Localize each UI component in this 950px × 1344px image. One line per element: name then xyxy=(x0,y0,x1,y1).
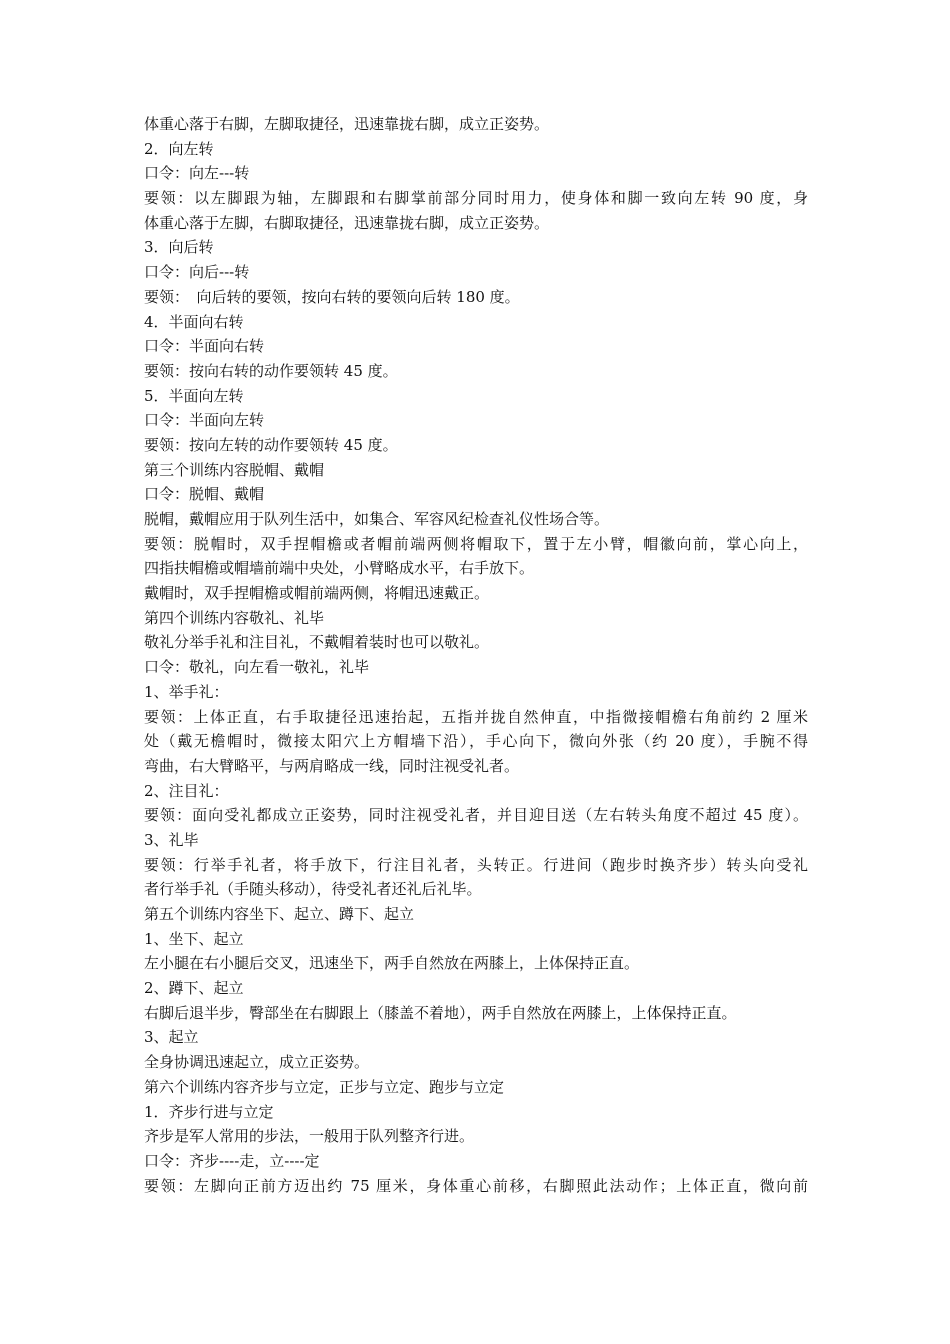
text-line: 第三个训练内容脱帽、戴帽 xyxy=(144,460,325,479)
text-line: 3、起立 xyxy=(144,1028,199,1047)
text-line: 要领：按向右转的动作要领转 45 度。 xyxy=(144,361,398,380)
text-line: 口令：齐步----走，立----定 xyxy=(144,1151,320,1170)
text-line: 1、坐下、起立 xyxy=(144,929,244,948)
text-line: 口令：向左---转 xyxy=(144,164,250,183)
document-page xyxy=(144,112,808,1198)
text-line: 第六个训练内容齐步与立定，正步与立定、跑步与立定 xyxy=(144,1077,505,1096)
text-line: 处（戴无檐帽时，微接太阳穴上方帽墙下沿），手心向下，微向外张（约 20 度），手腕不得 xyxy=(144,732,808,751)
text-line: 口令：半面向右转 xyxy=(144,337,265,356)
text-line: 要领：左脚向正前方迈出约 75 厘米，身体重心前移，右脚照此法动作；上体正直，微向前 xyxy=(144,1176,808,1195)
text-line: 口令：向后---转 xyxy=(144,263,250,282)
text-line: 四指扶帽檐或帽墙前端中央处，小臂略成水平，右手放下。 xyxy=(144,559,535,578)
text-line: 第五个训练内容坐下、起立、蹲下、起立 xyxy=(144,905,415,923)
text-line: 口令：敬礼，向左看一敬礼，礼毕 xyxy=(144,658,370,677)
text-line: 体重心落于左脚，右脚取捷径，迅速靠拢右脚，成立正姿势。 xyxy=(144,213,550,232)
text-line: 左小腿在右小腿后交叉，迅速坐下，两手自然放在两膝上，上体保持正直。 xyxy=(144,954,640,973)
text-line: 要领：脱帽时，双手捏帽檐或者帽前端两侧将帽取下，置于左小臂，帽徽向前，掌心向上， xyxy=(144,534,808,553)
text-line: 2．向左转 xyxy=(144,139,214,158)
text-line: 要领：按向左转的动作要领转 45 度。 xyxy=(144,435,398,454)
text-line: 要领：面向受礼都成立正姿势，同时注视受礼者，并目迎目送（左右转头角度不超过 45 度）。 xyxy=(144,806,808,825)
text-line: 全身协调迅速起立，成立正姿势。 xyxy=(144,1053,370,1072)
text-line: 1、举手礼： xyxy=(144,682,229,701)
text-line: 要领： 向后转的要领，按向右转的要领向后转 180 度。 xyxy=(144,287,520,306)
text-line: 要领：行举手礼者，将手放下，行注目礼者，头转正。行进间（跑步时换齐步）转头向受礼 xyxy=(144,855,808,874)
text-line: 弯曲，右大臂略平，与两肩略成一线，同时注视受礼者。 xyxy=(144,756,520,775)
text-line: 要领：以左脚跟为轴，左脚跟和右脚掌前部分同时用力，使身体和脚一致向左转 90 度，身 xyxy=(144,189,808,208)
text-line: 第四个训练内容敬礼、礼毕 xyxy=(144,608,325,627)
text-line: 脱帽，戴帽应用于队列生活中，如集合、军容风纪检查礼仪性场合等。 xyxy=(144,510,610,528)
text-line: 戴帽时，双手捏帽檐或帽前端两侧，将帽迅速戴正。 xyxy=(144,584,490,603)
text-line: 敬礼分举手礼和注目礼，不戴帽着装时也可以敬礼。 xyxy=(144,633,490,652)
text-line: 体重心落于右脚，左脚取捷径，迅速靠拢右脚，成立正姿势。 xyxy=(144,115,550,133)
text-line: 4．半面向右转 xyxy=(144,312,244,331)
text-line: 5．半面向左转 xyxy=(144,386,244,405)
text-line: 要领：上体正直，右手取捷径迅速抬起，五指并拢自然伸直，中指微接帽檐右角前约 2 厘米 xyxy=(144,707,808,726)
text-line: 3、礼毕 xyxy=(144,830,199,849)
text-line: 1．齐步行进与立定 xyxy=(144,1102,274,1121)
text-line: 2、蹲下、起立 xyxy=(144,979,244,998)
text-line: 右脚后退半步，臀部坐在右脚跟上（膝盖不着地），两手自然放在两膝上，上体保持正直。 xyxy=(144,1003,737,1022)
text-line: 者行举手礼（手随头移动），待受礼者还礼后礼毕。 xyxy=(144,880,482,899)
text-line: 齐步是军人常用的步法，一般用于队列整齐行进。 xyxy=(144,1127,475,1146)
text-line: 2、注目礼： xyxy=(144,781,229,800)
text-line: 3．向后转 xyxy=(144,238,214,257)
text-line: 口令：脱帽、戴帽 xyxy=(144,485,265,504)
text-line: 口令：半面向左转 xyxy=(144,411,265,430)
